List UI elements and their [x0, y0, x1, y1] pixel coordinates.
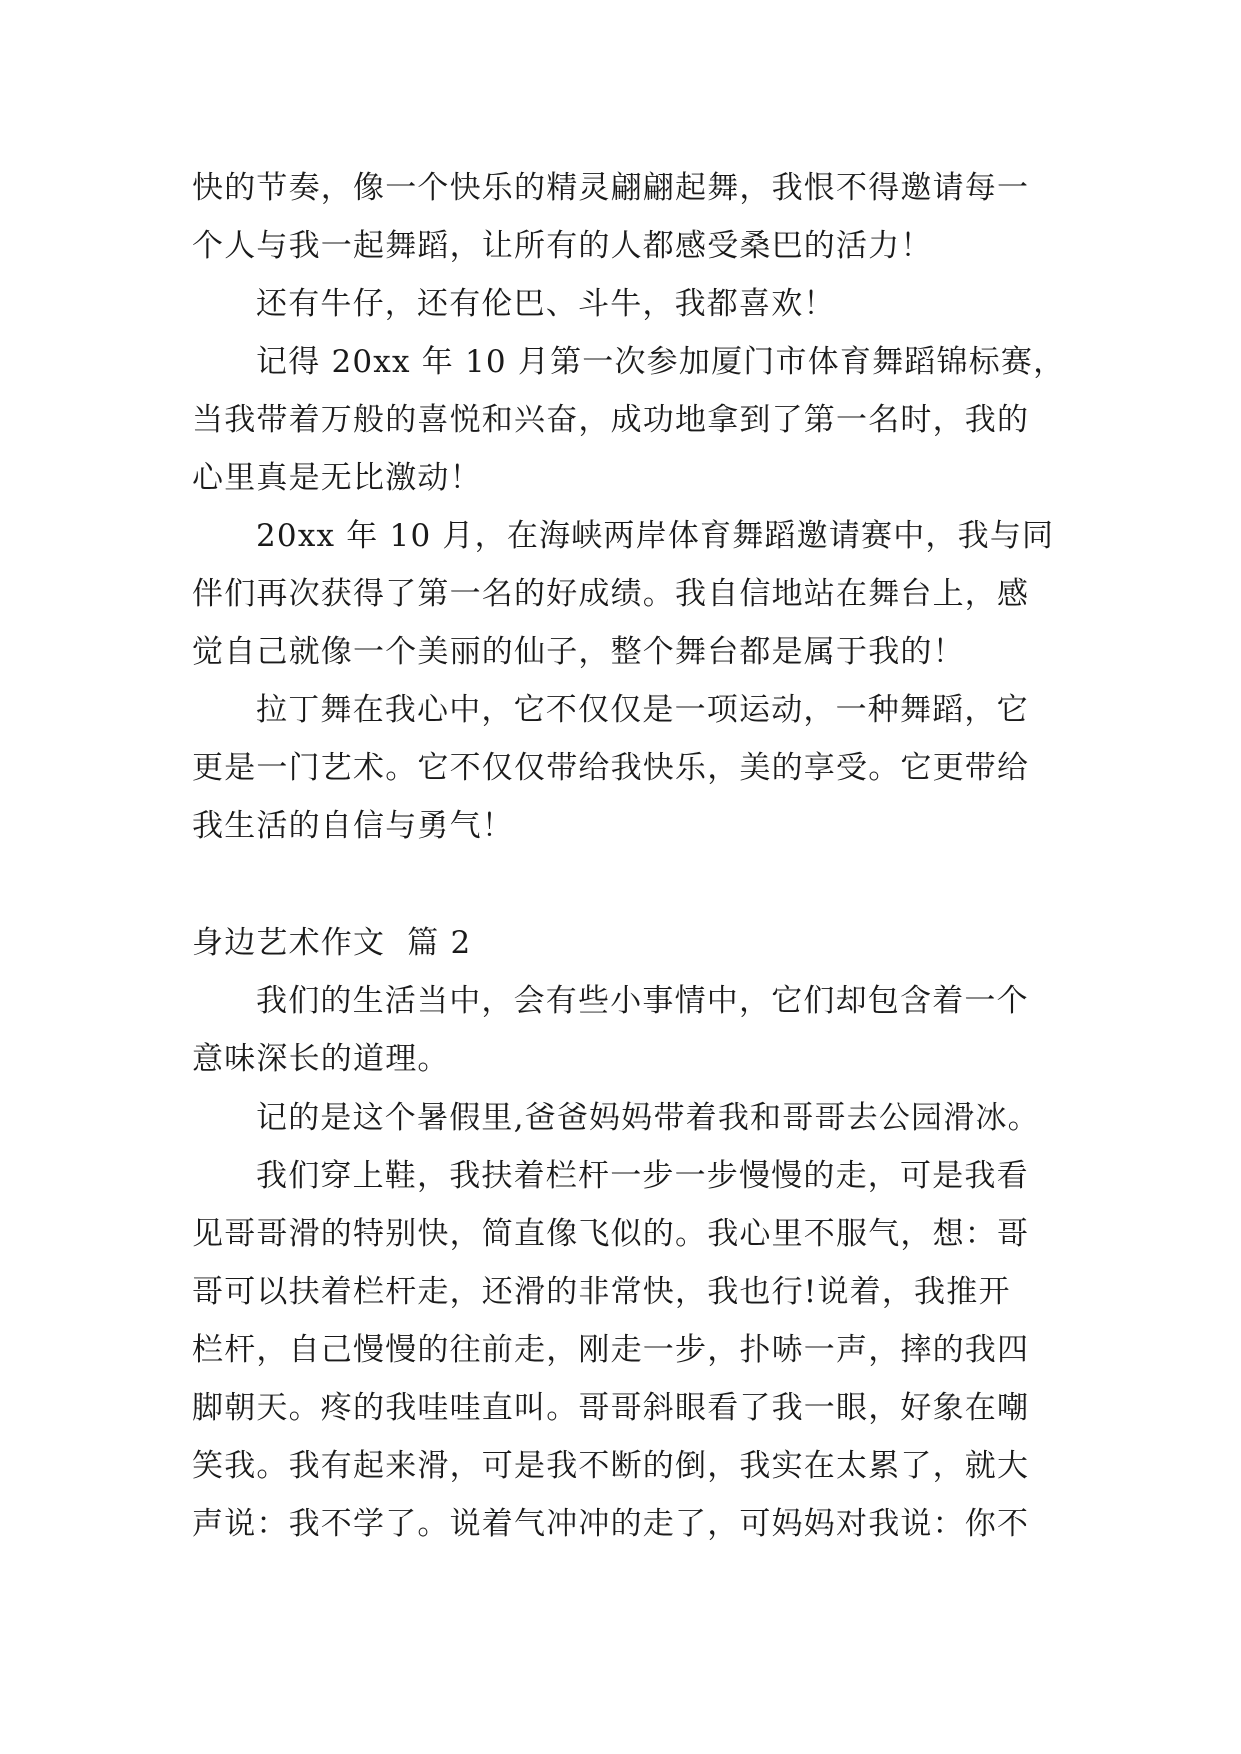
paragraph-line: 拉丁舞在我心中，它不仅仅是一项运动，一种舞蹈，它	[256, 692, 1029, 728]
section-heading: 身边艺术作文 篇 2	[192, 925, 472, 961]
paragraph-line: 栏杆，自己慢慢的往前走，刚走一步，扑哧一声，摔的我四	[192, 1332, 1030, 1368]
paragraph-line: 意味深长的道理。	[192, 1041, 450, 1077]
paragraph-line: 快的节奏，像一个快乐的精灵翩翩起舞，我恨不得邀请每一	[192, 170, 1030, 206]
paragraph-line: 声说：我不学了。说着气冲冲的走了，可妈妈对我说：你不	[192, 1506, 1030, 1542]
paragraph-line: 心里真是无比激动！	[192, 460, 482, 496]
paragraph-line: 我们穿上鞋，我扶着栏杆一步一步慢慢的走，可是我看	[256, 1158, 1029, 1194]
paragraph-line: 我们的生活当中，会有些小事情中，它们却包含着一个	[256, 983, 1029, 1019]
paragraph-line: 我生活的自信与勇气！	[192, 808, 514, 844]
paragraph-line: 更是一门艺术。它不仅仅带给我快乐，美的享受。它更带给	[192, 750, 1030, 786]
paragraph-line: 见哥哥滑的特别快，简直像飞似的。我心里不服气，想：哥	[192, 1216, 1030, 1252]
paragraph-line: 觉自己就像一个美丽的仙子，整个舞台都是属于我的！	[192, 634, 965, 670]
paragraph-line: 伴们再次获得了第一名的好成绩。我自信地站在舞台上，感	[192, 576, 1030, 612]
paragraph-line: 个人与我一起舞蹈，让所有的人都感受桑巴的活力！	[192, 228, 933, 264]
paragraph-line: 还有牛仔，还有伦巴、斗牛，我都喜欢！	[256, 286, 836, 322]
paragraph-line: 记得 20xx 年 10 月第一次参加厦门市体育舞蹈锦标赛，	[256, 344, 1066, 380]
paragraph-line: 脚朝天。疼的我哇哇直叫。哥哥斜眼看了我一眼，好象在嘲	[192, 1390, 1030, 1426]
paragraph-line: 当我带着万般的喜悦和兴奋，成功地拿到了第一名时，我的	[192, 402, 1030, 438]
paragraph-line: 20xx 年 10 月，在海峡两岸体育舞蹈邀请赛中，我与同	[256, 518, 1055, 554]
paragraph-line: 记的是这个暑假里,爸爸妈妈带着我和哥哥去公园滑冰。	[256, 1100, 1040, 1136]
paragraph-line: 哥可以扶着栏杆走，还滑的非常快，我也行!说着，我推开	[192, 1274, 1011, 1310]
paragraph-line: 笑我。我有起来滑，可是我不断的倒，我实在太累了，就大	[192, 1448, 1030, 1484]
